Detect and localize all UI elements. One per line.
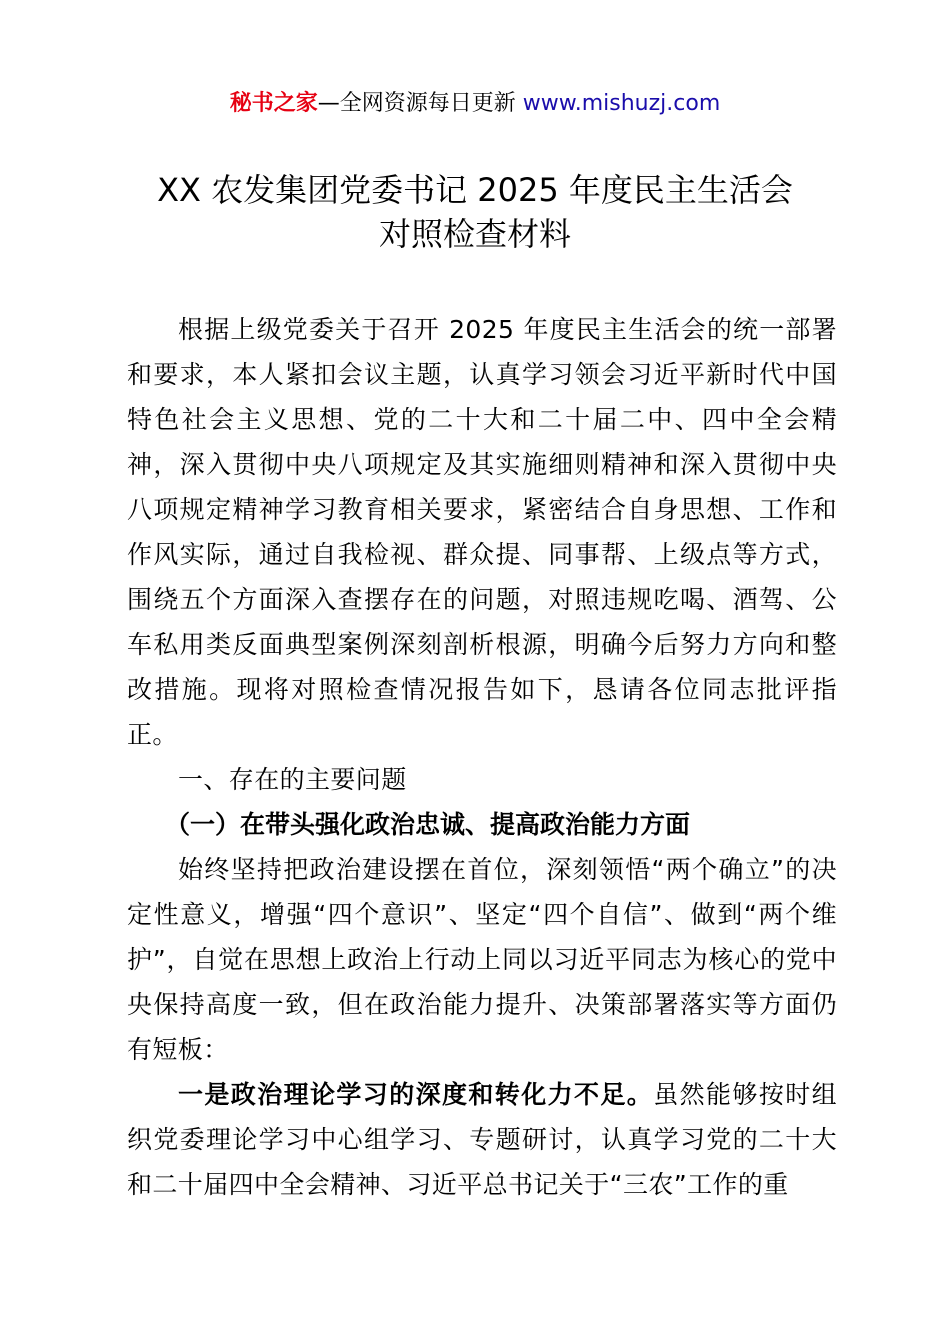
intro-paragraph: 根据上级党委关于召开 2025 年度民主生活会的统一部署和要求，本人紧扣会议主题，认真学习领会习近平新时代中国特色社会主义思想、党的二十大和二十届二中、四中全会精神，深入贯彻中央八项规定及其实施细则精神和深入贯彻中央八项规定精神学习教育相关要求，紧密结合自身思想、工作和作风实际，通过自我检视、群众提、同事帮、上级点等方式，围绕五个方面深入查摆存在的问题，对照违规吃喝、酒驾、公车私用类反面典型案例深刻剖析根源，明确今后努力方向和整改措施。现将对照检查情况报告如下，恳请各位同志批评指正。 <box>127 315 837 749</box>
title-line-2: 对照检查材料 <box>378 215 571 253</box>
document-title <box>0 168 950 256</box>
point-1-lead: 一是政治理论学习的深度和转化力不足。 <box>178 1080 654 1109</box>
point-1-text: 虽然能够按时组织党委理论学习中心组学习、专题研讨，认真学习党的二十大和二十届四中全会精神、习近平总书记关于“三农”工作的重 <box>127 1080 837 1199</box>
site-header <box>0 88 950 120</box>
header-tagline: —全网资源每日更新 <box>317 91 523 116</box>
document-body <box>127 307 837 1207</box>
site-url-link[interactable]: www.mishuzj.com <box>522 91 721 116</box>
section-heading-1: 一、存在的主要问题 <box>178 765 407 794</box>
title-line-1: XX 农发集团党委书记 2025 年度民主生活会 <box>157 171 793 209</box>
subsection-heading-1: （一）在带头强化政治忠诚、提高政治能力方面 <box>165 810 691 839</box>
point-paragraph-1 <box>127 1072 837 1207</box>
brand-name: 秘书之家 <box>229 91 318 116</box>
subsection-paragraph-1: 始终坚持把政治建设摆在首位，深刻领悟“两个确立”的决定性意义，增强“四个意识”、坚定“四个自信”、做到“两个维护”，自觉在思想上政治上行动上同以习近平同志为核心的党中央保持高度一致，但在政治能力提升、决策部署落实等方面仍有短板： <box>127 855 837 1064</box>
